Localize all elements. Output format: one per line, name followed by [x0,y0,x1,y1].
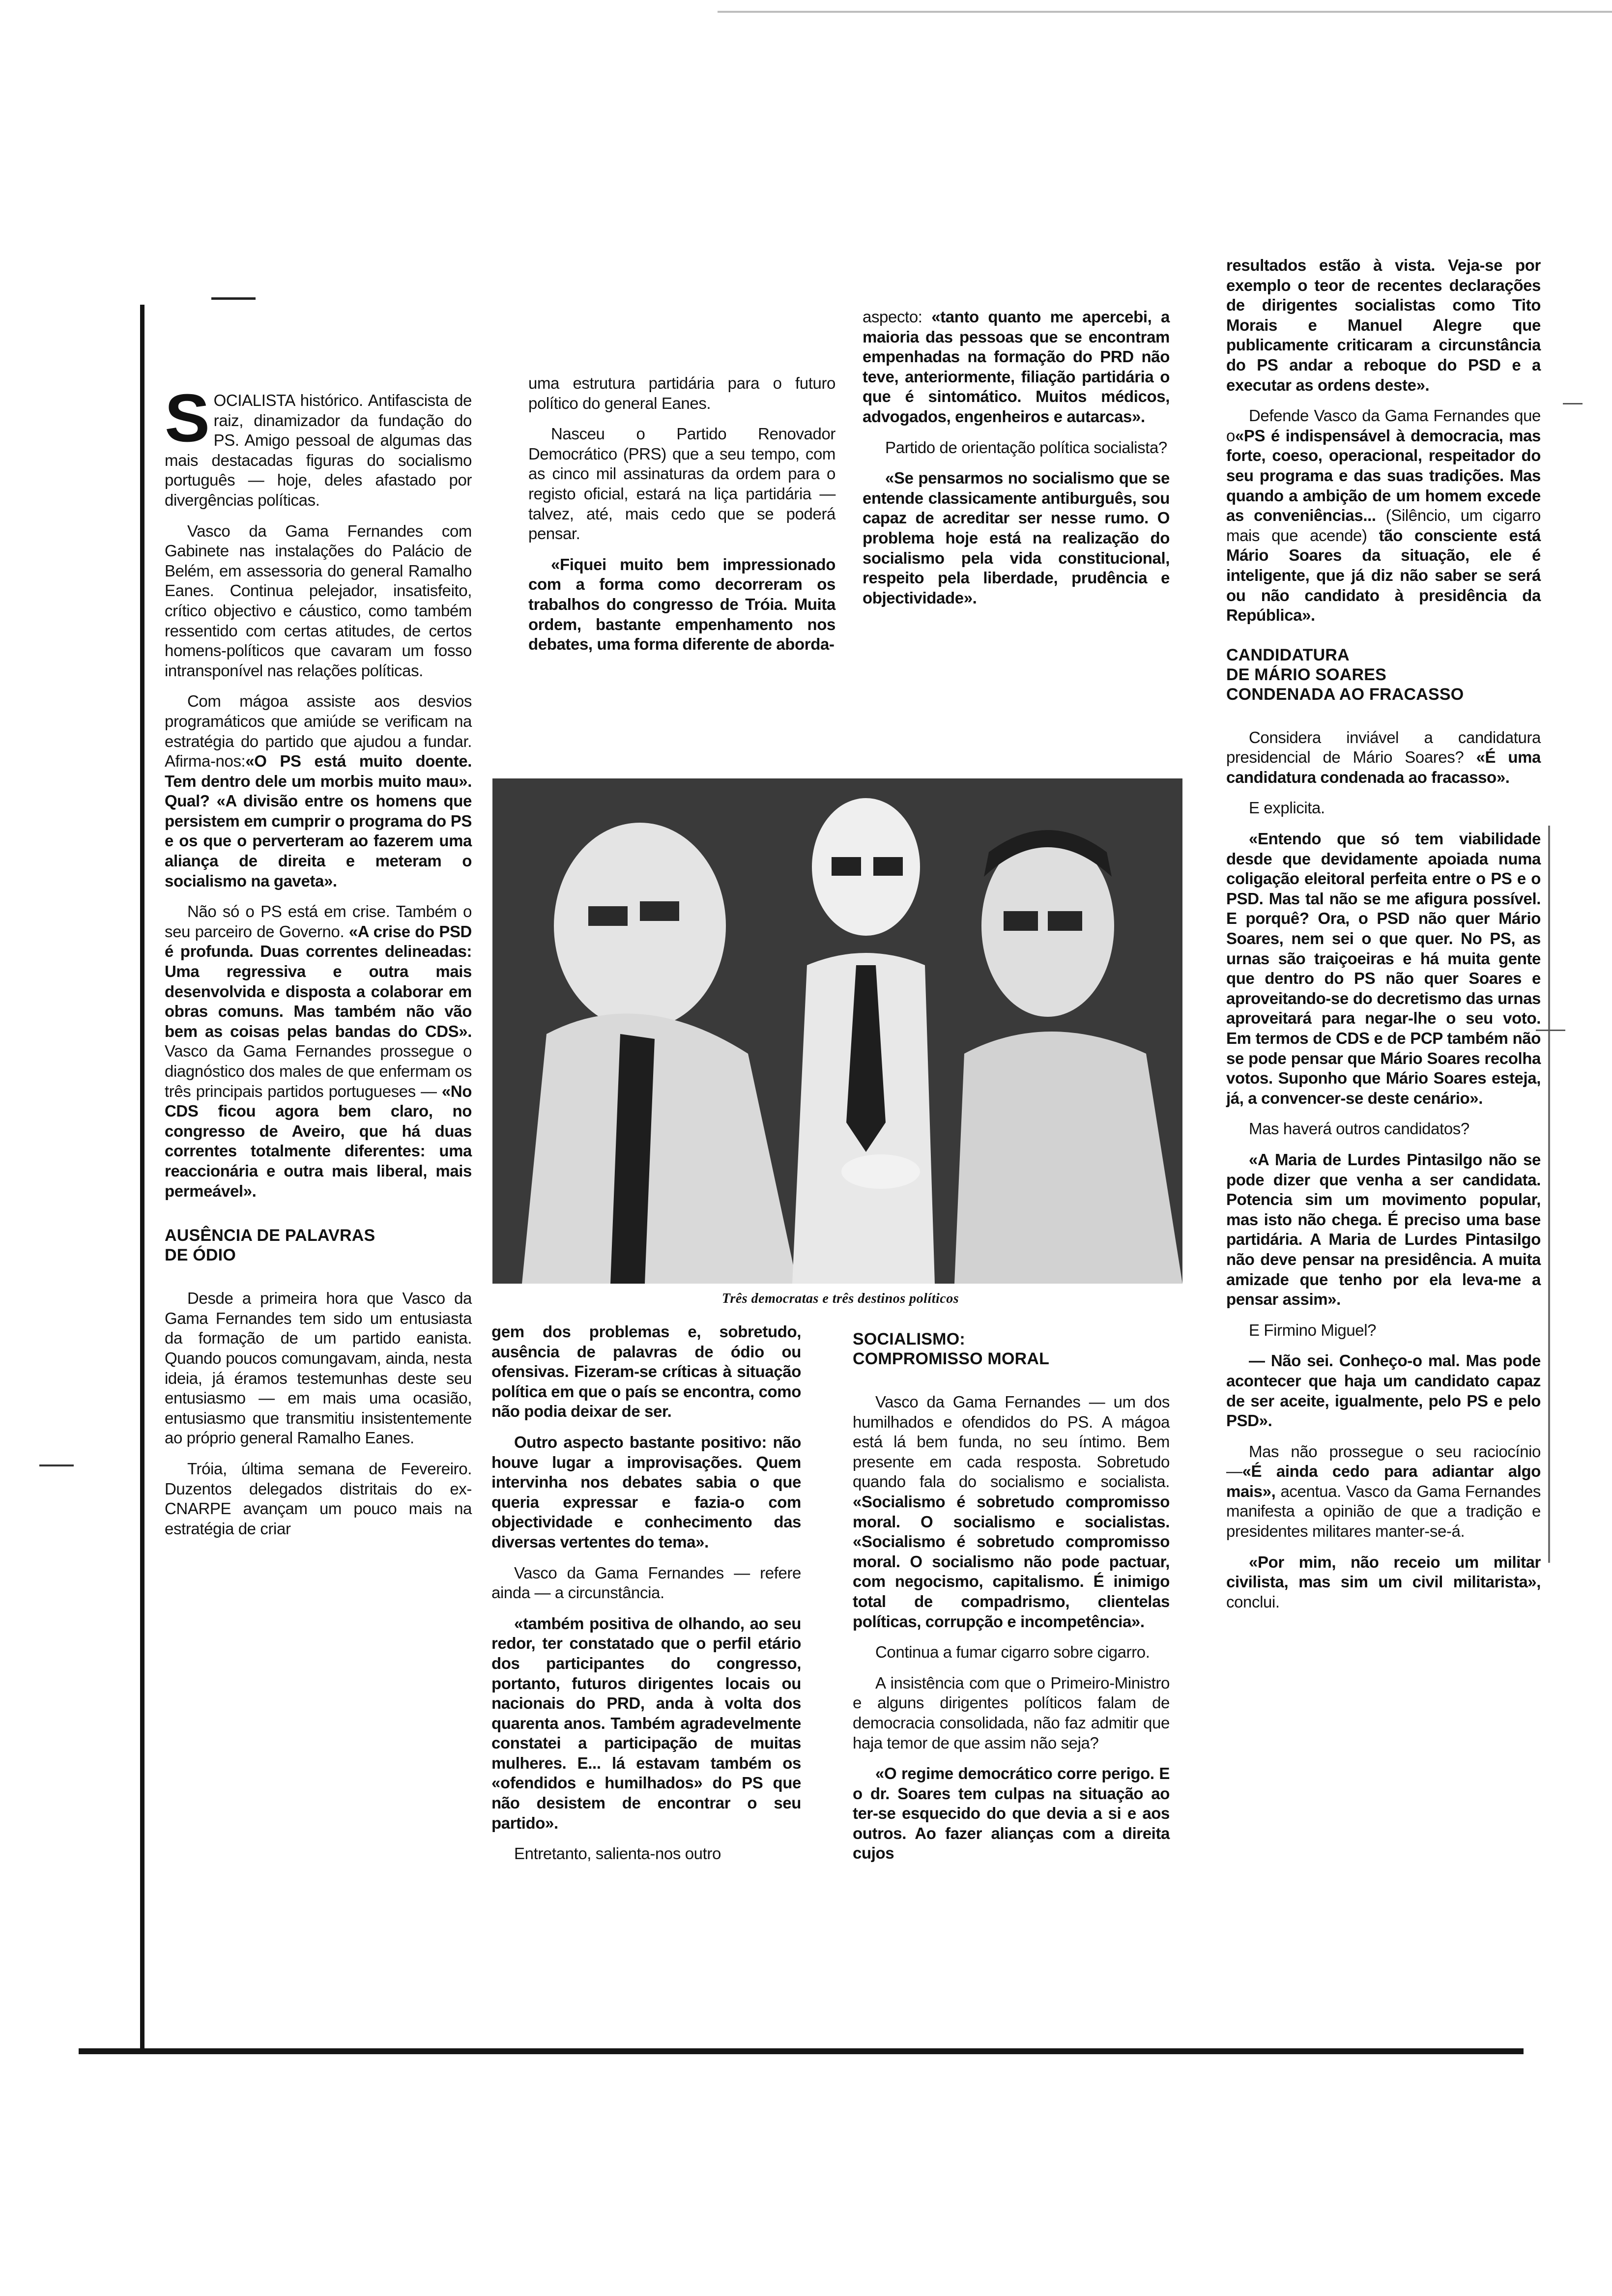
paragraph: «Por mim, não receio um militar civilista, mas sim um civil militarista», conclui. [1226,1552,1541,1611]
paragraph: Não só o PS está em crise. Também o seu parceiro de Governo. «A crise do PSD é profunda. Duas correntes delineadas: Uma regressiva e outra mais desenvolvida e disposta a colaborar em obras comuns. Mas também não vão bem as coisas pelas bandas do CDS». Vasco da Gama Fernandes prossegue o diagnóstico dos males de que enfermam os três principais partidos portugueses — «No CDS ficou agora bem claro, no congresso de Aveiro, que há duas correntes totalmente diferentes: uma reaccionária e outra mais liberal, mais permeável». [165,902,472,1200]
photo-figure-middle [792,798,935,1284]
paragraph: Vasco da Gama Fernandes com Gabinete nas instalações do Palácio de Belém, em assessoria do general Ramalho Eanes. Continua pelejador, insatisfeito, crítico objectivo e cáustico, como também ressentido com certas atitudes, de certos homens-políticos que cavaram um fosso intransponível nas relações políticas. [165,521,472,680]
decorative-dash [211,297,256,300]
paragraph: Tróia, última semana de Fevereiro. Duzentos delegados distritais do ex-CNARPE avançam um pouco mais na estratégia de criar [165,1459,472,1538]
paragraph: uma estrutura partidária para o futuro político do general Eanes. [528,374,835,412]
paragraph: Vasco da Gama Fernandes — refere ainda — a circunstância. [491,1563,801,1602]
section-heading: AUSÊNCIA DE PALAVRAS DE ÓDIO [165,1226,375,1265]
decorative-dash [1563,403,1583,404]
photo-caption: Três democratas e três destinos políticos [721,1291,959,1306]
paragraph: Mas haverá outros candidatos? [1249,1119,1469,1138]
paragraph: Entretanto, salienta-nos outro [514,1844,721,1863]
paragraph: Continua a fumar cigarro sobre cigarro. [875,1643,1150,1662]
news-photo [492,778,1182,1284]
paragraph: Partido de orientação política socialista? [885,438,1167,457]
paragraph: E Firmino Miguel? [1249,1320,1377,1339]
paragraph: — Não sei. Conheço-o mal. Mas pode acontecer que haja um candidato capaz de ser aceite, igualmente, pelo PS e pelo PSD». [1226,1351,1541,1430]
page-frame-left-rule [140,305,144,2052]
paragraph: «O regime democrático corre perigo. E o dr. Soares tem culpas na situação ao ter-se esquecido do que devia a si e aos outros. Ao fazer alianças com a direita cujos [853,1764,1170,1863]
paragraph: aspecto: «tanto quanto me apercebi, a maioria das pessoas que se encontram empenhadas na formação do PRD não teve, anteriormente, filiação partidária o que é sintomático. Muitos médicos, advogados, engenheiros e autarcas». [863,308,1170,426]
photo-illustration [492,778,1182,1284]
article-column-2-top [528,373,835,665]
article-column-2-bottom [491,1322,801,1875]
article-column-1 [165,380,472,1550]
paragraph: «Se pensarmos no socialismo que se entende classicamente antiburguês, sou capaz de acreditar ser nesse rumo. O problema hoje está na realização do socialismo pela vida constitucional, respeito pela liberdade, prudência e objectividade». [863,469,1170,607]
paragraph: «Entendo que só tem viabilidade desde que devidamente apoiada numa coligação eleitoral perfeita entre o PS e o PSD. Mas tal não se me afigura possível. E porquê? Ora, o PSD não quer Mário Soares, nem sei o que quer. No PS, as urnas são traiçoeiras e há muita gente que dentro do PS não quer Soares e aproveitando-se do decretismo das urnas aproveitará para negar-lhe o seu voto. Em termos de CDS e de PCP também não se pode pensar que Mário Soares recolha votos. Suponho que Mário Soares esteja, já, a convencer-se deste cenário». [1226,830,1541,1107]
page-frame-bottom-rule [79,2048,1524,2054]
paragraph: A insistência com que o Primeiro-Ministro e alguns dirigentes políticos falam de democracia consolidada, não faz admitir que haja temor de que assim não seja? [853,1673,1170,1752]
paragraph: Mas não prossegue o seu raciocínio —«É ainda cedo para adiantar algo mais», acentua. Vasco da Gama Fernandes manifesta a opinião de que a tradição e presidentes militares manter-se-á. [1226,1442,1541,1541]
paragraph: Vasco da Gama Fernandes — um dos humilhados e ofendidos do PS. A mágoa está lá bem funda, no seu íntimo. Bem presente em cada resposta. Sobretudo quando fala do socialismo e socialista. «Socialismo é sobretudo compromisso moral. O socialismo e socialistas. «Socialismo é sobretudo compromisso moral. O socialismo não pode pactuar, com negocismo, capitalismo. É inimigo total de compadrismo, clientelas políticas, corrupção e incompetência». [853,1393,1170,1631]
paragraph: «também positiva de olhando, ao seu redor, ter constatado que o perfil etário dos participantes do congresso, portanto, futuros dirigentes locais ou nacionais do PRD, anda à volta dos quarenta anos. Também agradevelmente constatei a participação de muitas mulheres. E... lá estavam também os «ofendidos e humilhados» do PS que não desistem de encontrar o seu partido». [491,1614,801,1832]
decorative-dash [39,1464,74,1466]
paragraph: «A Maria de Lurdes Pintasilgo não se pode dizer que venha a ser candidata. Potencia sim um movimento popular, mas isto não chega. É preciso uma base partidária. A Maria de Lurdes Pintasilgo não deve pensar na presidência. A muita amizade que tenho por ela leva-me a pensar assim». [1226,1150,1541,1309]
page-top-rule [718,11,1612,13]
article-column-3-bottom [853,1329,1170,1874]
article-column-4 [1226,256,1541,1623]
paragraph: «Fiquei muito bem impressionado com a forma como decorreram os trabalhos do congresso de Tróia. Muita ordem, bastante empenhamento nos debates, uma forma diferente de aborda- [528,555,835,654]
paragraph: Com mágoa assiste aos desvios programáticos que amiúde se verificam na estratégia do partido que ajudou a fundar. Afirma-nos:«O PS está muito doente. Tem dentro dele um morbis muito mau». Qual? «A divisão entre os homens que persistem em cumprir o programa do PS e os que o perverteram ao fazerem uma aliança de direita e meteram o socialismo na gaveta». [165,692,472,890]
paragraph: Outro aspecto bastante positivo: não houve lugar a improvisações. Quem intervinha nos debates sabia o que queria expressar e fazia-o com objectividade e conhecimento das diversas vertentes do tema». [491,1433,801,1551]
section-heading: CANDIDATURA DE MÁRIO SOARES CONDENADA AO FRACASSO [1226,645,1464,704]
article-column-3-top [863,307,1170,619]
paragraph: E explicita. [1249,799,1325,817]
paragraph: Desde a primeira hora que Vasco da Gama Fernandes tem sido um entusiasta da formação de um partido eanista. Quando poucos comungavam, ainda, nesta ideia, já éramos testemunhas deste seu entusiasmo — em mais uma ocasião, entusiasmo que transmitiu insistentemente ao próprio general Ramalho Eanes. [165,1289,472,1447]
paragraph: Considera inviável a candidatura presidencial de Mário Soares? «É uma candidatura condenada ao fracasso». [1226,728,1541,786]
paragraph: Nasceu o Partido Renovador Democrático (PRS) que a seu tempo, com as cinco mil assinaturas da ordem para o registo oficial, estará na liça partidária — talvez, até, mais cedo que se poderá pensar. [528,425,835,543]
column-divider-rule [1548,826,1550,1563]
paragraph: gem dos problemas e, sobretudo, ausência de palavras de ódio ou ofensivas. Fizeram-se críticas à situação política em que o país se encontra, como não podia deixar de ser. [491,1322,801,1421]
paragraph: Defende Vasco da Gama Fernandes que o«PS é indispensável à democracia, mas forte, coeso, operacional, respeitador do seu programa e das suas tradições. Mas quando a ambição de um homem excede as conveniências... (Silêncio, um cigarro mais que acende) tão consciente está Mário Soares da situação, ele é inteligente, que já diz não saber se será ou não candidato à presidência da República». [1226,406,1541,625]
lead-paragraph: SOCIALISTA histórico. Antifascista de raiz, dinamizador da fundação do PS. Amigo pessoal de algumas das mais destacadas figuras do socialismo português — hoje, deles afastado por divergências políticas. [165,380,472,509]
drop-cap: S [165,380,210,456]
paragraph: resultados estão à vista. Veja-se por exemplo o teor de recentes declarações de dirigentes socialistas como Tito Morais e Manuel Alegre que publicamente criticaram a circunstância do PS andar a reboque do PSD e a executar as ordens deste». [1226,256,1541,394]
section-heading: SOCIALISMO: COMPROMISSO MORAL [853,1330,1050,1368]
